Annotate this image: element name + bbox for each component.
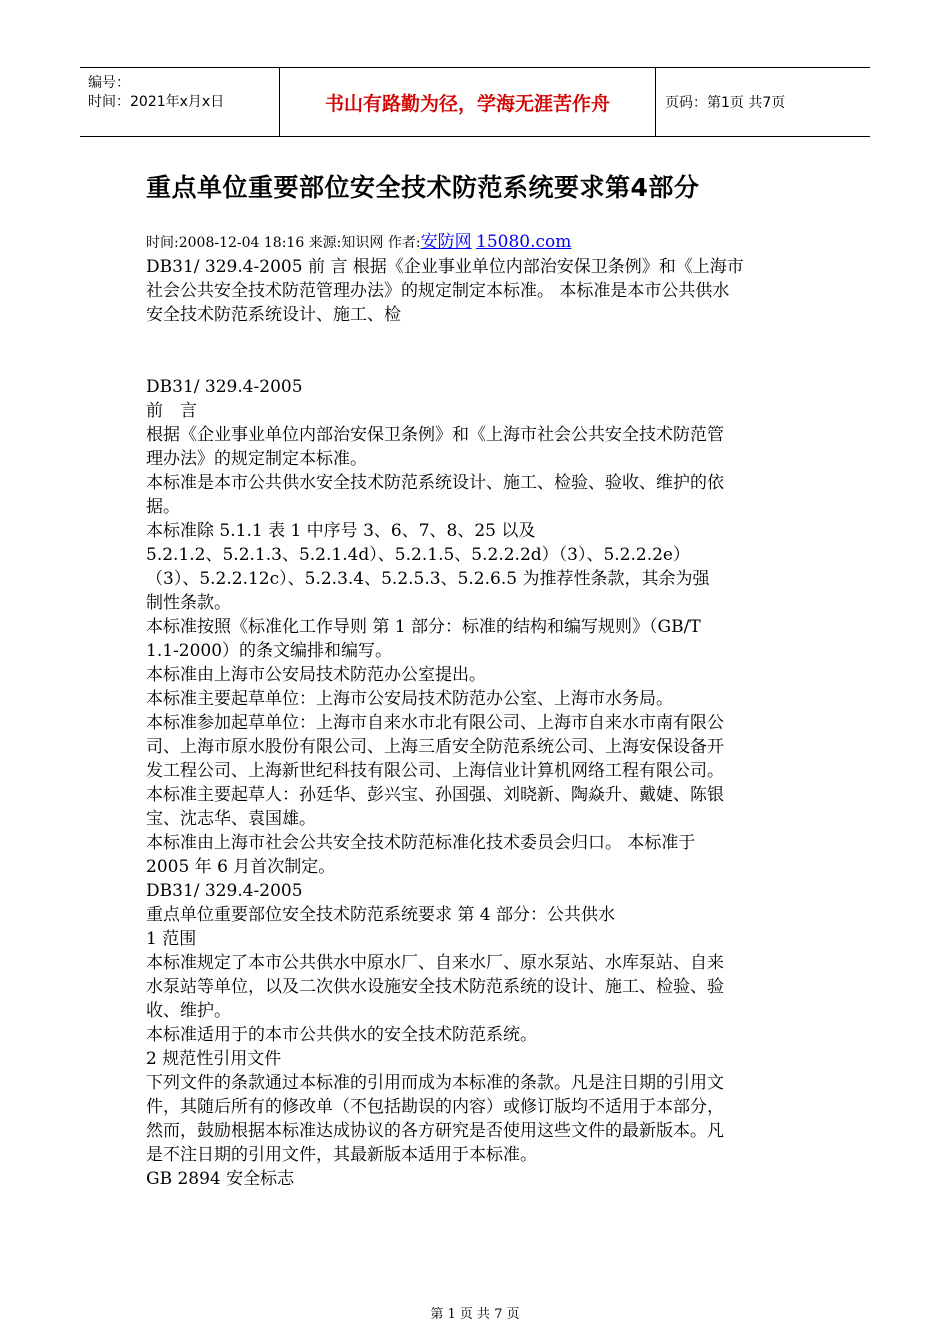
content-line: 本标准由上海市社会公共安全技术防范标准化技术委员会归口。 本标准于 [146, 833, 696, 853]
content-line: 根据《企业事业单位内部治安保卫条例》和《上海市社会公共安全技术防范管 [146, 425, 724, 445]
content-line: 前 言 [146, 401, 197, 421]
content-line: 收、维护。 [146, 1001, 231, 1021]
content-line: 本标准适用于的本市公共供水的安全技术防范系统。 [146, 1025, 537, 1045]
content-line: 本标准主要起草单位：上海市公安局技术防范办公室、上海市水务局。 [146, 689, 673, 709]
content-line: 然而，鼓励根据本标准达成协议的各方研究是否使用这些文件的最新版本。凡 [146, 1121, 724, 1141]
content-line: 本标准除 5.1.1 表 1 中序号 3、6、7、8、25 以及 [146, 521, 536, 541]
content-line: DB31/ 329.4-2005 [146, 881, 303, 901]
content-line: 司、上海市原水股份有限公司、上海三盾安全防范系统公司、上海安保设备开 [146, 737, 724, 757]
content-line: 1.1-2000）的条文编排和编写。 [146, 641, 393, 661]
content-line: 本标准由上海市公安局技术防范办公室提出。 [146, 665, 486, 685]
summary-line: 安全技术防范系统设计、施工、检 [146, 305, 401, 325]
content-line: 1 范围 [146, 929, 197, 949]
page-footer: 第 1 页 共 7 页 [430, 1307, 520, 1322]
content-line: 是不注日期的引用文件，其最新版本适用于本标准。 [146, 1145, 537, 1165]
meta-time-source: 时间:2008-12-04 18:16 来源:知识网 作者: [146, 235, 421, 251]
content-line: 据。 [146, 497, 180, 517]
content-line: 下列文件的条款通过本标准的引用而成为本标准的条款。凡是注日期的引用文 [146, 1073, 724, 1093]
content-line: 2005 年 6 月首次制定。 [146, 857, 336, 877]
content-line: 5.2.1.2、5.2.1.3、5.2.1.4d）、5.2.1.5、5.2.2.2d）（3）、5.2.2.2e） [146, 545, 690, 565]
content-line: 本标准按照《标准化工作导则 第 1 部分：标准的结构和编写规则》（GB/T [146, 617, 701, 637]
content-line: 发工程公司、上海新世纪科技有限公司、上海信业计算机网络工程有限公司。 [146, 761, 724, 781]
summary-line: 社会公共安全技术防范管理办法》的规定制定本标准。 本标准是本市公共供水 [146, 281, 730, 301]
content-line: 本标准主要起草人：孙廷华、彭兴宝、孙国强、刘晓新、陶焱升、戴婕、陈银 [146, 785, 724, 805]
content-line: 理办法》的规定制定本标准。 [146, 449, 367, 469]
document-body [146, 230, 806, 1191]
document-title: 重点单位重要部位安全技术防范系统要求第4部分 [146, 173, 700, 202]
content-block [146, 375, 806, 1191]
number-label: 编号： [88, 75, 130, 91]
content-line: DB31/ 329.4-2005 [146, 377, 303, 397]
time-label: 时间：2021年x月x日 [88, 94, 225, 110]
header-left-cell [80, 68, 280, 136]
section-gap [146, 327, 806, 375]
content-line: 本标准规定了本市公共供水中原水厂、自来水厂、原水泵站、水库泵站、自来 [146, 953, 724, 973]
content-line: 制性条款。 [146, 593, 231, 613]
summary-block [146, 255, 806, 327]
content-line: 水泵站等单位，以及二次供水设施安全技术防范系统的设计、施工、检验、验 [146, 977, 724, 997]
content-line: 本标准是本市公共供水安全技术防范系统设计、施工、检验、验收、维护的依 [146, 473, 724, 493]
content-line: 2 规范性引用文件 [146, 1049, 282, 1069]
content-line: 本标准参加起草单位：上海市自来水市北有限公司、上海市自来水市南有限公 [146, 713, 724, 733]
author-link[interactable]: 安防网 [420, 232, 472, 252]
content-line: 件，其随后所有的修改单（不包括勘误的内容）或修订版均不适用于本部分， [146, 1097, 724, 1117]
content-line: （3）、5.2.2.12c）、5.2.3.4、5.2.5.3、5.2.6.5 为推荐性条款，其余为强 [146, 569, 710, 589]
content-line: GB 2894 安全标志 [146, 1169, 295, 1189]
header-page-info: 页码：第1页 共7页 [665, 95, 786, 111]
page-header [80, 67, 870, 137]
site-link[interactable]: 15080.com [476, 232, 572, 252]
content-line: 重点单位重要部位安全技术防范系统要求 第 4 部分：公共供水 [146, 905, 616, 925]
summary-line: DB31/ 329.4-2005 前 言 根据《企业事业单位内部治安保卫条例》和《上海市 [146, 257, 744, 277]
meta-line [146, 230, 806, 255]
header-slogan: 书山有路勤为径，学海无涯苦作舟 [280, 68, 656, 136]
content-line: 宝、沈志华、袁国雄。 [146, 809, 316, 829]
